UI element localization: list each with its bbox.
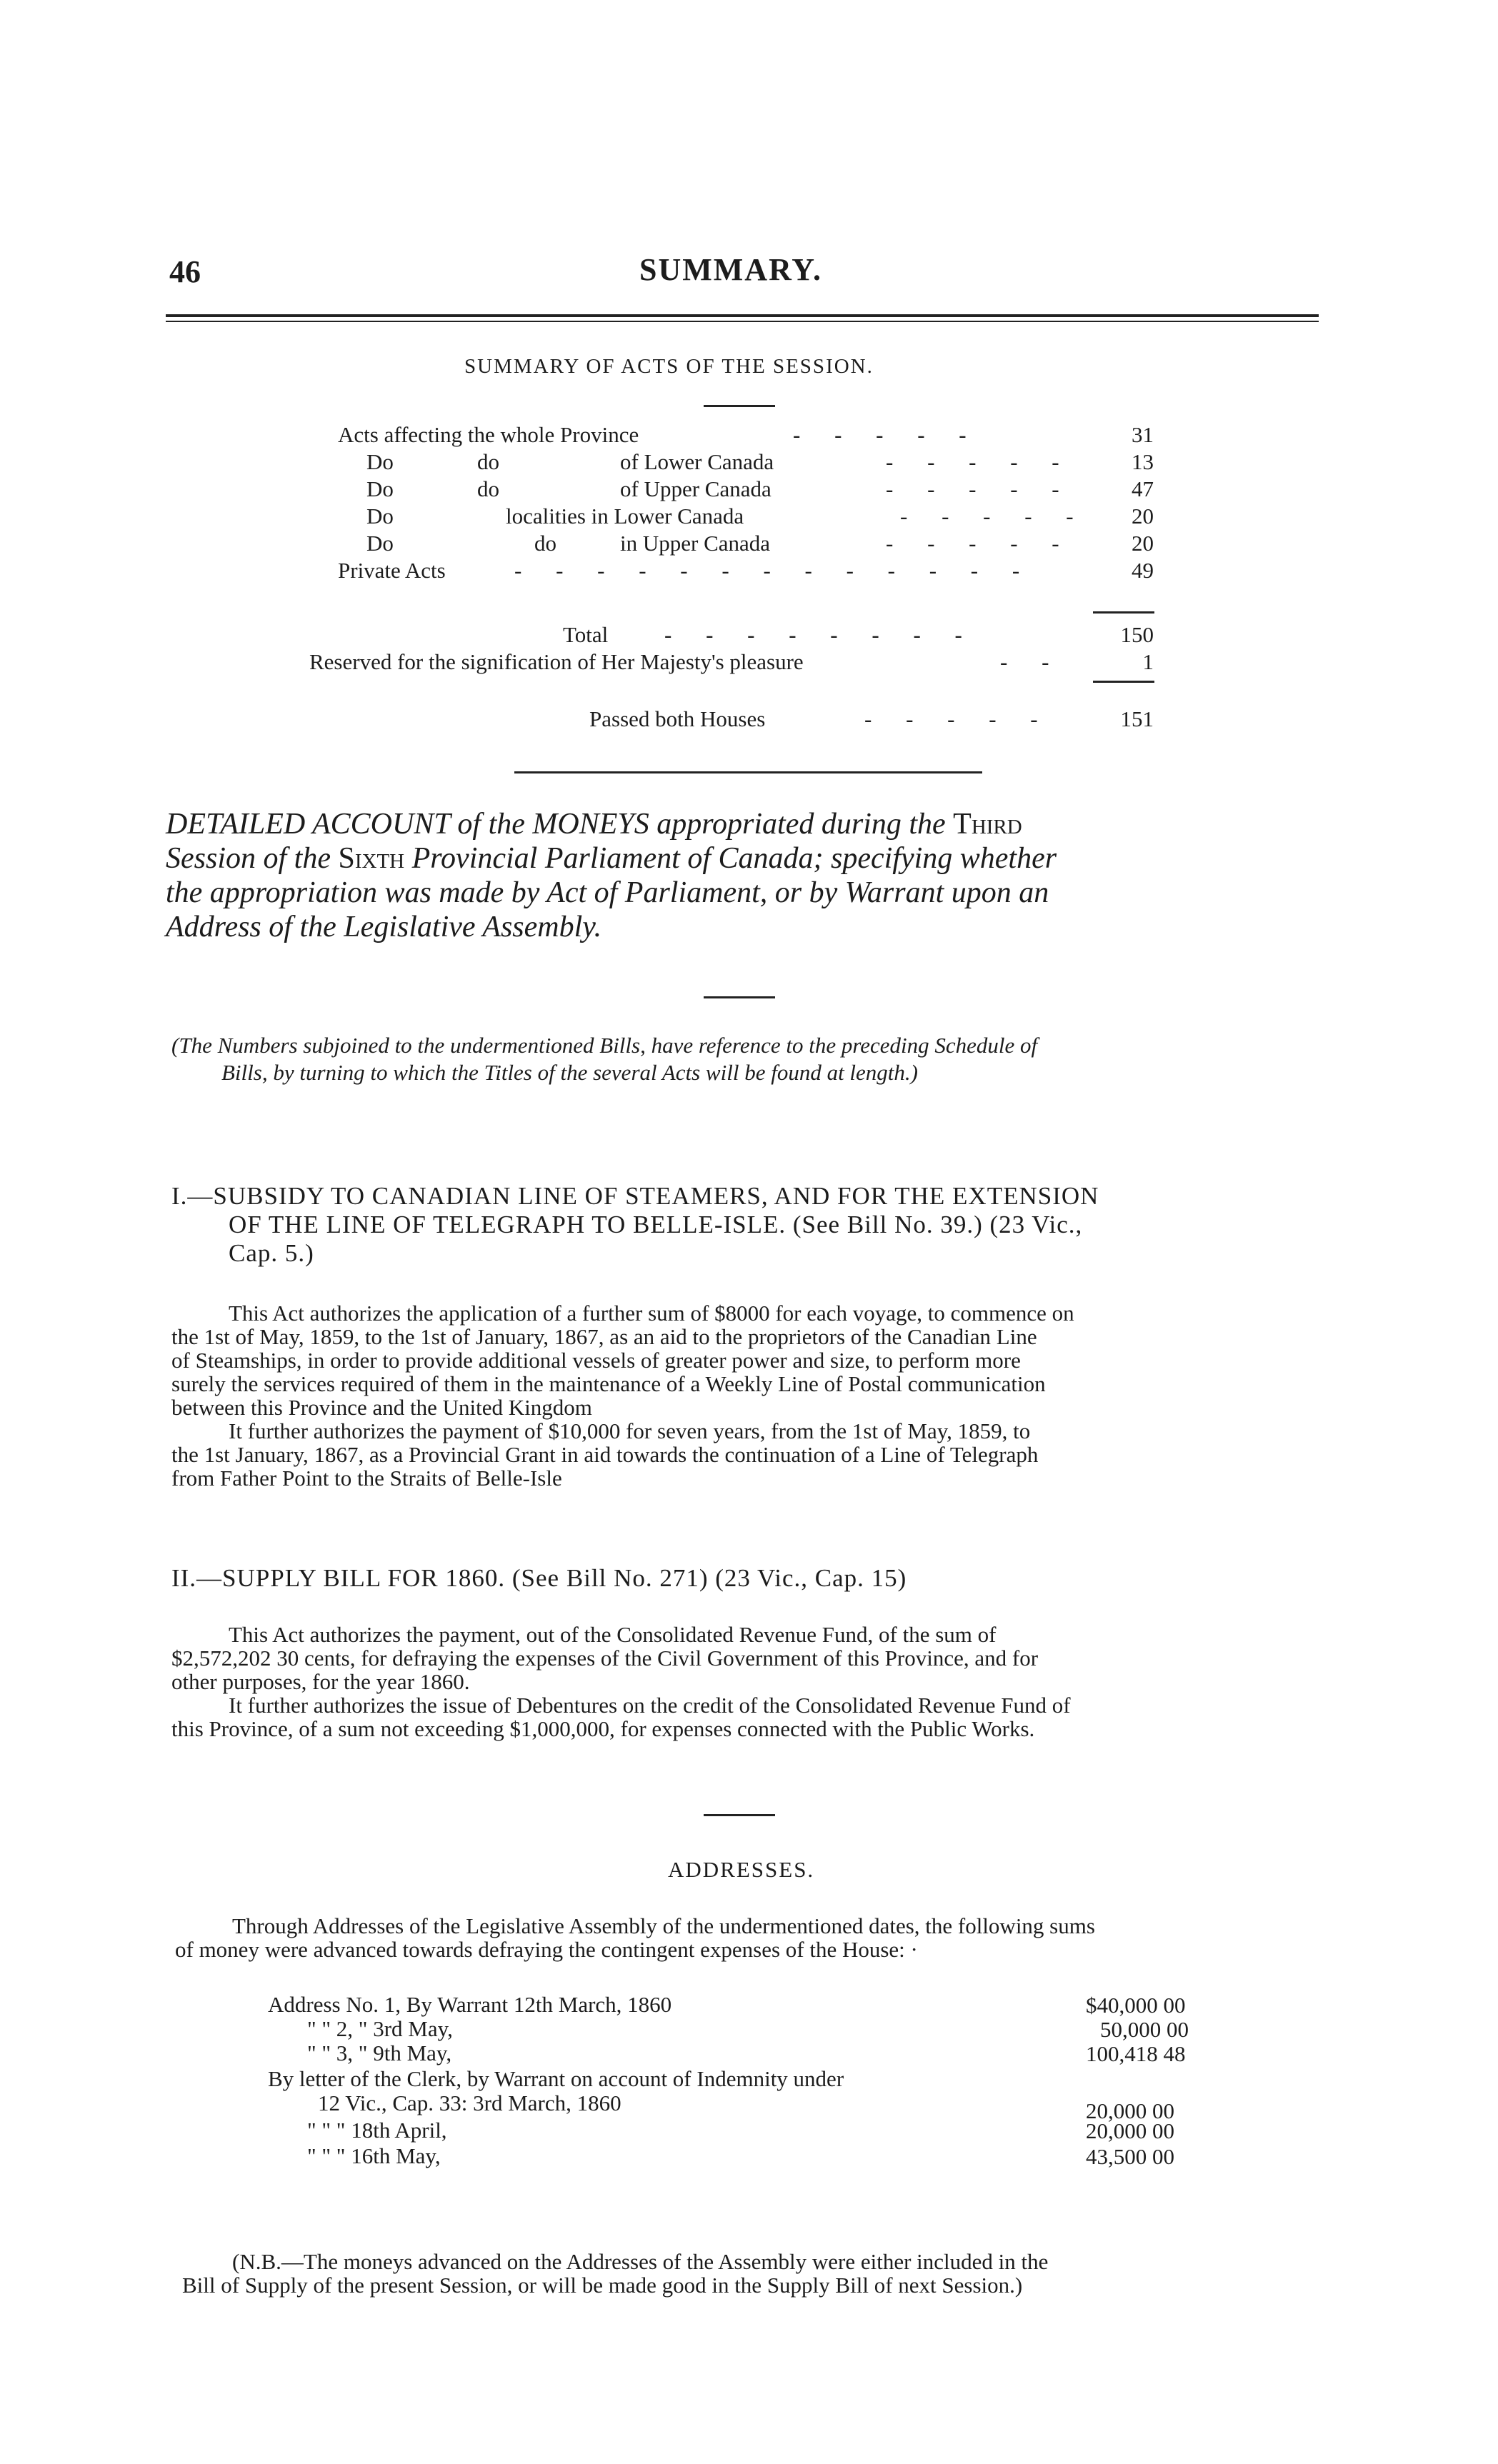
row-label: do — [477, 449, 499, 474]
total-value: 150 — [1120, 622, 1154, 647]
para-line: between this Province and the United Kingdom — [171, 1395, 592, 1420]
detail-smallcaps: Sixth — [338, 842, 405, 875]
para-line: (N.B.—The moneys advanced on the Addresses of the Assembly were either included in the — [232, 2249, 1049, 2274]
para-line: It further authorizes the issue of Debentures on the credit of the Consolidated Revenue Fund of — [229, 1693, 1071, 1718]
para-line: This Act authorizes the payment, out of the Consolidated Revenue Fund, of the sum of — [229, 1622, 997, 1647]
para-line: Through Addresses of the Legislative Assembly of the undermentioned dates, the following sums — [232, 1913, 1095, 1938]
para-line: $2,572,202 30 cents, for defraying the expenses of the Civil Government of this Province, and for — [171, 1646, 1039, 1671]
row-value: 31 — [1132, 422, 1154, 447]
address-row-text: By letter of the Clerk, by Warrant on account of Indemnity under — [268, 2066, 844, 2091]
summary-heading: SUMMARY OF ACTS OF THE SESSION. — [464, 355, 874, 378]
summary-row: Do do in Upper Canada - - - - - 20 — [366, 531, 1154, 556]
row-label: Do — [366, 449, 394, 474]
para-line: Bill of Supply of the present Session, or will be made good in the Supply Bill of next Session.) — [182, 2273, 1023, 2298]
row-label: do — [534, 531, 556, 556]
section-2-paragraph — [171, 1623, 1322, 1741]
total-label: Total — [563, 622, 609, 647]
row-label: in Upper Canada — [620, 531, 771, 556]
passed-row: Passed both Houses - - - - - 151 — [589, 706, 1154, 731]
row-label: Private Acts — [338, 558, 446, 583]
detail-text: DETAILED ACCOUNT of the MONEYS appropriated during the — [166, 808, 946, 841]
address-row-text: " " " 16th May, — [307, 2143, 441, 2168]
note-line: (The Numbers subjoined to the undermentioned Bills, have reference to the preceding Schedule of — [171, 1033, 1038, 1058]
row-value: 20 — [1132, 504, 1154, 529]
header-rule-thin — [166, 321, 1319, 322]
nota-bene — [182, 2250, 1332, 2297]
row-value: 20 — [1132, 531, 1154, 556]
passed-value: 151 — [1120, 706, 1154, 731]
para-line: the 1st of May, 1859, to the 1st of January, 1867, as an aid to the proprietors of the Canadian Line — [171, 1324, 1037, 1349]
row-label: of Lower Canada — [620, 449, 774, 474]
address-amount: 20,000 00 — [1086, 2098, 1174, 2123]
row-value: 49 — [1132, 558, 1154, 583]
row-label: Do — [366, 531, 394, 556]
row-value: 47 — [1132, 476, 1154, 501]
para-line: the 1st January, 1867, as a Provincial Grant in aid towards the continuation of a Line of Telegraph — [171, 1442, 1039, 1467]
address-amount: 20,000 00 — [1086, 2118, 1174, 2143]
heading-line: Cap. 5.) — [229, 1239, 314, 1267]
summary-row: Do do of Upper Canada - - - - - 47 — [366, 476, 1154, 501]
detailed-account-title — [166, 807, 1319, 944]
summary-row: Do do of Lower Canada - - - - - 13 — [366, 449, 1154, 474]
row-label: Do — [366, 476, 394, 501]
reserved-label: Reserved for the signification of Her Majesty's pleasure — [309, 649, 804, 674]
heading-line: OF THE LINE OF TELEGRAPH TO BELLE-ISLE. (See Bill No. 39.) (23 Vic., — [229, 1211, 1083, 1238]
row-label: Do — [366, 504, 394, 529]
divider — [704, 405, 775, 407]
running-title: SUMMARY. — [639, 252, 823, 287]
detail-text: Session of the — [166, 842, 331, 875]
addresses-intro — [175, 1914, 1325, 1961]
addresses-table — [0, 1993, 1498, 2193]
divider — [704, 996, 775, 998]
row-label: of Upper Canada — [620, 476, 772, 501]
address-amount: 50,000 00 — [1100, 2017, 1189, 2042]
reserved-row: Reserved for the signification of Her Majesty's pleasure - - 1 — [309, 649, 1154, 674]
row-value: 13 — [1132, 449, 1154, 474]
page-number: 46 — [169, 254, 201, 289]
passed-label: Passed both Houses — [589, 706, 766, 731]
note-line: Bills, by turning to which the Titles of the several Acts will be found at length.) — [221, 1060, 918, 1085]
section-1-paragraph — [171, 1301, 1322, 1490]
reference-note — [171, 1032, 1314, 1086]
address-row-text: " " " 18th April, — [307, 2118, 447, 2143]
para-line: It further authorizes the payment of $10,000 for seven years, from the 1st of May, 1859, to — [229, 1418, 1031, 1443]
para-line: from Father Point to the Straits of Belle-Isle — [171, 1466, 562, 1491]
sum-rule — [1093, 681, 1154, 683]
summary-row: Private Acts - - - - - - - - - - - - - 49 — [338, 558, 1154, 583]
header-rule — [166, 314, 1319, 317]
sum-rule — [1093, 611, 1154, 614]
summary-row: Do localities in Lower Canada - - - - - 20 — [366, 504, 1154, 529]
address-row-text: " " 3, " 9th May, — [307, 2040, 452, 2065]
address-amount: 100,418 48 — [1086, 2041, 1186, 2066]
divider — [704, 1814, 775, 1816]
reserved-value: 1 — [1142, 649, 1154, 674]
total-row: Total - - - - - - - - 150 — [563, 622, 1154, 647]
detail-text: the appropriation was made by Act of Parliament, or by Warrant upon an — [166, 876, 1049, 909]
para-line: surely the services required of them in the maintenance of a Weekly Line of Postal communication — [171, 1371, 1046, 1396]
address-row-text: Address No. 1, By Warrant 12th March, 1860 — [268, 1992, 672, 2017]
para-line: of money were advanced towards defraying the contingent expenses of the House: · — [175, 1937, 918, 1962]
addresses-heading: ADDRESSES. — [668, 1857, 815, 1882]
para-line: other purposes, for the year 1860. — [171, 1669, 470, 1694]
detail-text: Address of the Legislative Assembly. — [166, 911, 602, 943]
heading-line: I.—SUBSIDY TO CANADIAN LINE OF STEAMERS, AND FOR THE EXTENSION — [171, 1182, 1099, 1210]
address-amount: $40,000 00 — [1086, 1993, 1186, 2018]
section-1-heading — [171, 1182, 1322, 1268]
section-2-heading: II.—SUPPLY BILL FOR 1860. (See Bill No. 271) (23 Vic., Cap. 15) — [171, 1564, 907, 1592]
para-line: This Act authorizes the application of a further sum of $8000 for each voyage, to commence on — [229, 1301, 1074, 1326]
row-label: Acts affecting the whole Province — [338, 422, 639, 447]
detail-text: Provincial Parliament of Canada; specifying whether — [411, 842, 1057, 875]
address-row-text: 12 Vic., Cap. 33: 3rd March, 1860 — [318, 2090, 621, 2115]
row-label: do — [477, 476, 499, 501]
para-line: of Steamships, in order to provide additional vessels of greater power and size, to perform more — [171, 1348, 1021, 1373]
summary-row: Acts affecting the whole Province - - - - - 31 — [338, 422, 1154, 447]
address-row-text: " " 2, " 3rd May, — [307, 2016, 453, 2041]
row-label: localities in Lower Canada — [506, 504, 744, 529]
section-divider — [514, 771, 982, 773]
detail-smallcaps: Third — [953, 808, 1022, 841]
address-amount: 43,500 00 — [1086, 2144, 1174, 2169]
para-line: this Province, of a sum not exceeding $1,000,000, for expenses connected with the Public Works. — [171, 1716, 1035, 1741]
